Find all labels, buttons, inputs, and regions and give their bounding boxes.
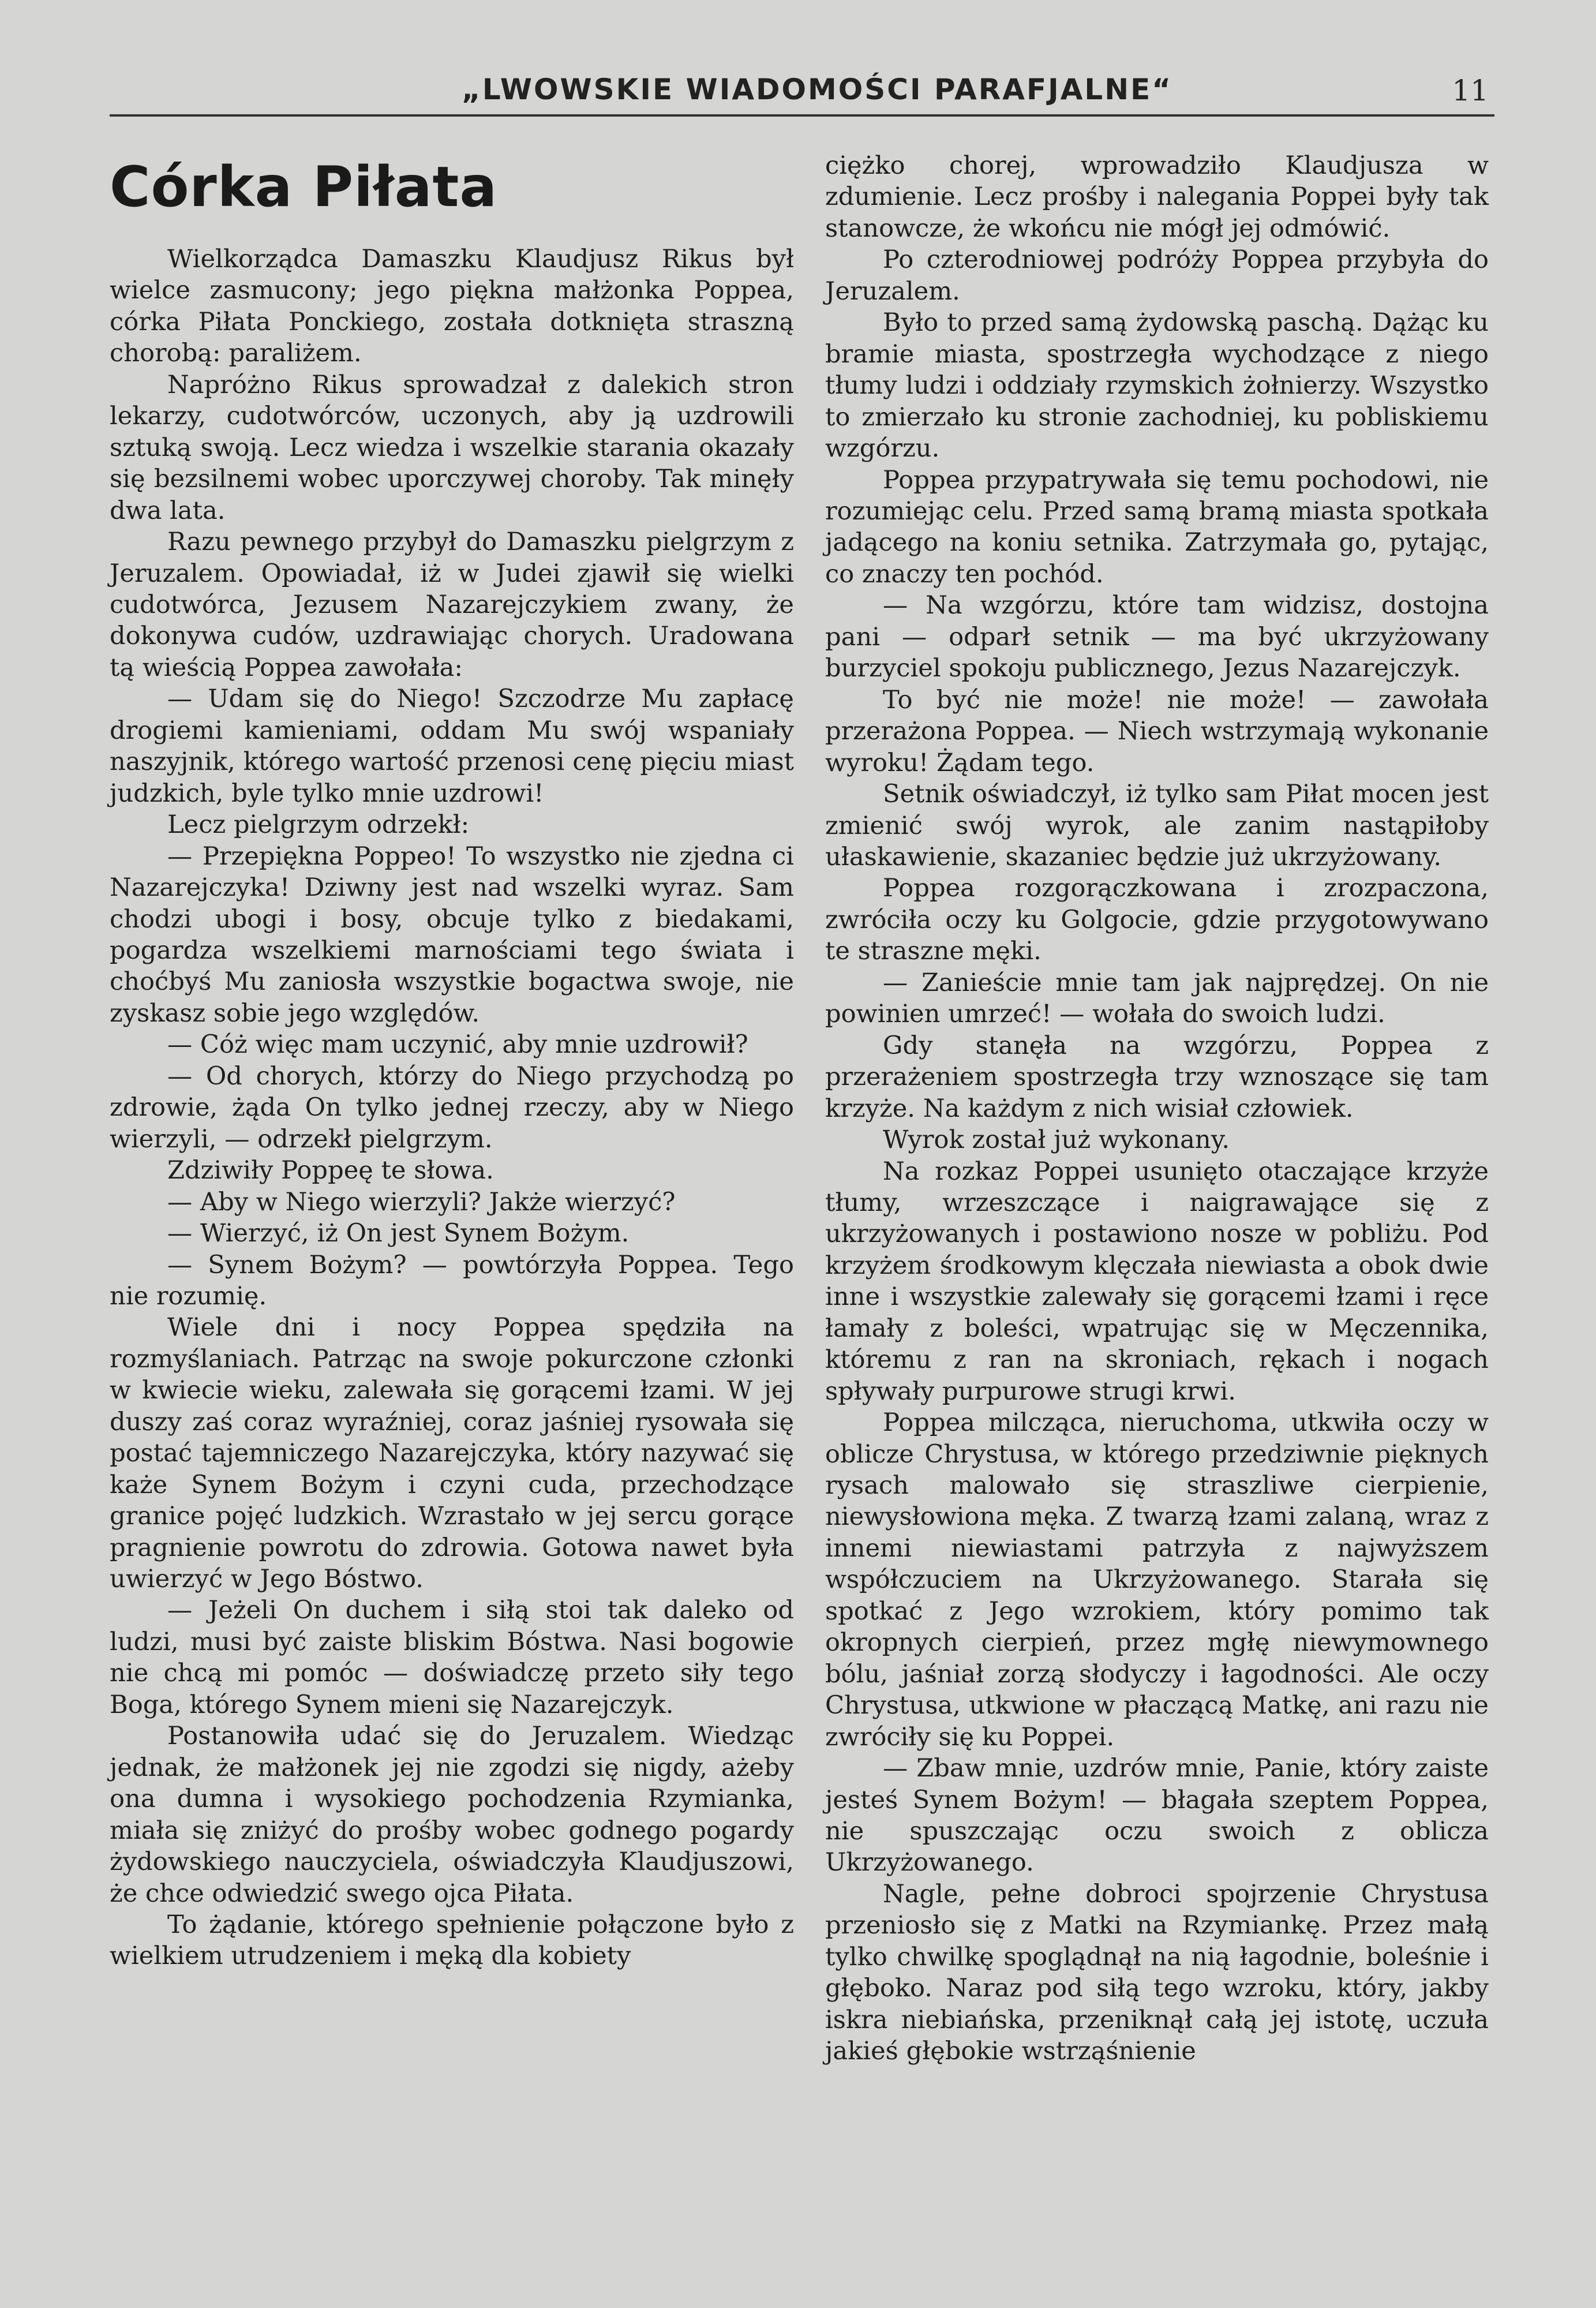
left-column — [110, 144, 794, 1972]
header-rule — [110, 114, 1494, 117]
paragraph: — Jeżeli On duchem i siłą stoi tak daleko od ludzi, musi być zaiste bliskim Bóstwa. Nasi bogowie nie chcą mi pomóc — doświadczę przeto siły tego Boga, którego Synem mieni się Nazarejczyk. — [110, 1596, 794, 1719]
paragraph: Poppea milcząca, nieruchoma, utkwiła oczy w oblicze Chrystusa, w którego przedziwnie pięknych rysach malowało się straszliwe cierpienie, niewysłowiona męka. Z twarzą łzami zalaną, wraz z innemi niewiastami patrzyła z najwyższem współczuciem na Ukrzyżowanego. Starała się spotkać z Jego wzrokiem, który pomimo tak okropnych cierpień, przez mgłę niewymownego bólu, jaśniał zorzą słodyczy i łagodności. Ale oczy Chrystusa, utkwione w płaczącą Matkę, ani razu nie zwróciły się ku Poppei. — [825, 1408, 1489, 1752]
paragraph: Poppea przypatrywała się temu pochodowi, nie rozumiejąc celu. Przed samą bramą miasta spotkała jadącego na koniu setnika. Zatrzymała go, pytając, co znaczy ten pochód. — [825, 465, 1489, 589]
paragraph: Wyrok został już wykonany. — [883, 1125, 1230, 1155]
journal-name: „LWOWSKIE WIADOMOŚCI PARAFJALNE“ — [462, 73, 1173, 106]
paragraph: — Synem Bożym? — powtórzyła Poppea. Tego nie rozumię. — [110, 1250, 794, 1311]
paragraph: — Zanieście mnie tam jak najprędzej. On nie powinien umrzeć! — wołała do swoich ludzi. — [825, 968, 1489, 1029]
paragraph: Poppea rozgorączkowana i zrozpaczona, zwróciła oczy ku Golgocie, gdzie przygotowywano te straszne męki. — [825, 874, 1489, 966]
paragraph: — Udam się do Niego! Szczodrze Mu zapłacę drogiemi kamieniami, oddam Mu swój wspaniały naszyjnik, którego wartość przenosi cenę pięciu miast judzkich, byle tylko mnie uzdrowi! — [110, 684, 794, 808]
paragraph: To być nie może! nie może! — zawołała przerażona Poppea. — Niech wstrzymają wykonanie wyroku! Żądam tego. — [825, 685, 1489, 777]
paragraph: Postanowiła udać się do Jeruzalem. Wiedząc jednak, że małżonek jej nie zgodzi się nigdy, ażeby ona dumna i wysokiego pochodzenia Rzymianka, miała się zniżyć do prośby wobec godnego pogardy żydowskiego nauczyciela, oświadczyła Klaudjuszowi, że chce odwiedzić swego ojca Piłata. — [110, 1722, 794, 1908]
paragraph: Po czterodniowej podróży Poppea przybyła do Jeruzalem. — [825, 245, 1489, 306]
paragraph: — Od chorych, którzy do Niego przychodzą po zdrowie, żąda On tylko jednej rzeczy, aby w Niego wierzyli, — odrzekł pielgrzym. — [110, 1061, 794, 1154]
paragraph: Razu pewnego przybył do Damaszku pielgrzym z Jeruzalem. Opowiadał, iż w Judei zjawił się wielki cudotwórca, Jezusem Nazarejczykiem zwany, że dokonywa cudów, uzdrawiając chorych. Uradowana tą wieścią Poppea zawołała: — [110, 528, 794, 682]
paragraph: Gdy stanęła na wzgórzu, Poppea z przerażeniem spostrzegła trzy wznoszące się tam krzyże. Na każdym z nich wisiał człowiek. — [825, 1031, 1489, 1123]
paragraph: — Przepiękna Poppeo! To wszystko nie zjedna ci Nazarejczyka! Dziwny jest nad wszelki wyraz. Sam chodzi ubogi i bosy, obcuje tylko z biedakami, pogardza wszelkiemi marnościami tego świata i choćbyś Mu zaniosła wszystkie bogactwa swoje, nie zyskasz sobie jego względów. — [110, 841, 794, 1028]
paragraph: Na rozkaz Poppei usunięto otaczające krzyże tłumy, wrzeszczące i naigrawające się z ukrzyżowanych i postawiono nosze w pobliżu. Pod krzyżem środkowym klęczała niewiasta a obok dwie inne i wszystkie zalewały się gorącemi łzami i ręce łamały z boleści, wpatrując się w Męczennika, któremu z ran na skroniach, rękach i nogach spływały purpurowe strugi krwi. — [825, 1157, 1489, 1406]
paragraph: Zdziwiły Poppeę te słowa. — [167, 1156, 494, 1185]
running-header — [110, 68, 1494, 120]
page-number: 11 — [1452, 74, 1489, 107]
paragraph: To żądanie, którego spełnienie połączone było z wielkiem utrudzeniem i męką dla kobiety — [110, 1910, 794, 1971]
paragraph: — Na wzgórzu, które tam widzisz, dostojna pani — odparł setnik — ma być ukrzyżowany burzyciel spokoju publicznego, Jezus Nazarejczyk. — [825, 591, 1489, 683]
paragraph: Wielkorządca Damaszku Klaudjusz Rikus był wielce zasmucony; jego piękna małżonka Poppea, córka Piłata Ponckiego, została dotknięta straszną chorobą: paraliżem. — [110, 245, 794, 368]
paragraph: — Zbaw mnie, uzdrów mnie, Panie, który zaiste jesteś Synem Bożym! — błagała szeptem Poppea, nie spuszczając oczu swoich z oblicza Ukrzyżowanego. — [825, 1754, 1489, 1877]
paragraph: — Aby w Niego wierzyli? Jakże wierzyć? — [167, 1187, 676, 1217]
paragraph: Wiele dni i nocy Poppea spędziła na rozmyślaniach. Patrząc na swoje pokurczone członki w kwiecie wieku, zalewała się gorącemi łzami. W jej duszy zaś coraz wyraźniej, coraz jaśniej rysowała się postać tajemniczego Nazarejczyka, który nazywać się każe Synem Bożym i czyni cuda, przechodzące granice pojęć ludzkich. Wzrastało w jej sercu gorące pragnienie powrotu do zdrowia. Gotowa nawet była uwierzyć w Jego Bóstwo. — [110, 1313, 794, 1594]
paragraph: — Wierzyć, iż On jest Synem Bożym. — [167, 1219, 630, 1248]
paragraph-continued: ciężko chorej, wprowadziło Klaudjusza w zdumienie. Lecz prośby i nalegania Poppei były tak stanowcze, że wkońcu nie mógł jej odmówić. — [825, 151, 1489, 243]
paragraph: Napróżno Rikus sprowadzał z dalekich stron lekarzy, cudotwórców, uczonych, aby ją uzdrowili sztuką swoją. Lecz wiedza i wszelkie starania okazały się bezsilnemi wobec uporczywej choroby. Tak minęły dwa lata. — [110, 370, 794, 525]
paragraph: Było to przed samą żydowską paschą. Dążąc ku bramie miasta, spostrzegła wychodzące z niego tłumy ludzi i oddziały rzymskich żołnierzy. Wszystko to zmierzało ku stronie zachodniej, ku pobliskiemu wzgórzu. — [825, 308, 1489, 463]
paragraph: Lecz pielgrzym odrzekł: — [167, 810, 470, 840]
paragraph: Setnik oświadczył, iż tylko sam Piłat mocen jest zmienić swój wyrok, ale zanim nastąpiłoby ułaskawienie, skazaniec będzie już ukrzyżowany. — [825, 780, 1489, 871]
article-title: Córka Piłata — [110, 155, 498, 219]
right-column — [825, 150, 1489, 2067]
paragraph: Nagle, pełne dobroci spojrzenie Chrystusa przeniosło się z Matki na Rzymiankę. Przez małą tylko chwilkę spoglądnął na nią łagodnie, boleśnie i głęboko. Naraz pod siłą tego wzroku, który, jakby iskra niebiańska, przeniknął całą jej istotę, uczuła jakieś głębokie wstrząśnienie — [825, 1879, 1489, 2066]
paragraph: — Cóż więc mam uczynić, aby mnie uzdrowił? — [167, 1030, 748, 1060]
